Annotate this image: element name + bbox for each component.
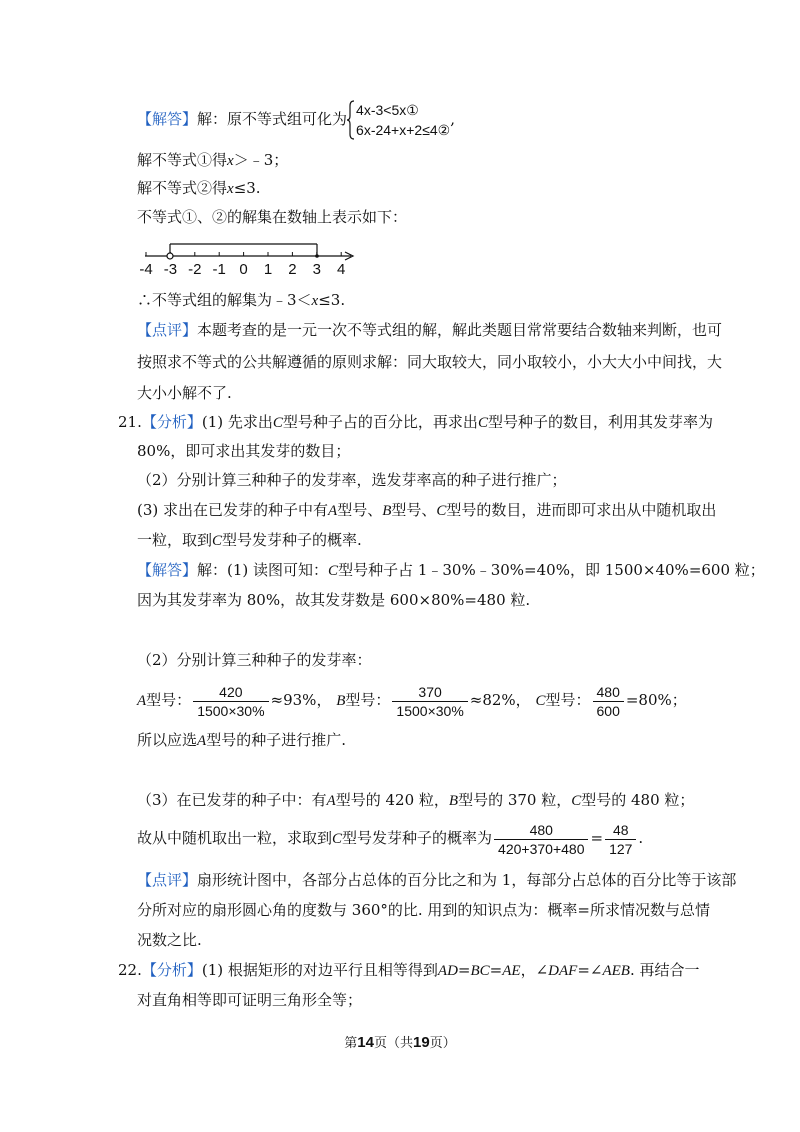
s20-dianping-2: 按照求不等式的公共解遵循的原则求解：同大取较大，同小取较小，小大大小中间找，大 (137, 353, 723, 371)
text: 型号的 480 粒； (581, 791, 695, 809)
text: ∴不等式组的解集为﹣3＜ (137, 291, 312, 309)
var: AE (502, 963, 521, 979)
var: AD (437, 963, 458, 979)
question-number: 21. (118, 413, 142, 431)
text: 型号的种子进行推广. (206, 731, 346, 749)
page-number: 14 (357, 1034, 374, 1051)
var: A (197, 733, 207, 749)
footer-text: 页） (429, 1036, 456, 1051)
denominator: 1500×30% (396, 702, 464, 719)
text: 解不等式②得 (137, 179, 228, 197)
text: =∠ (577, 961, 603, 979)
var: C (272, 415, 283, 431)
jieda-text: 解：原不等式组可化为 (197, 110, 348, 128)
denominator: 600 (596, 702, 620, 719)
system-row-2: 6x-24+x+2≤4② (356, 122, 451, 138)
text: ≈93%， (270, 691, 332, 709)
brace-icon (347, 100, 355, 140)
s21-part2-end (137, 730, 346, 751)
var-x: x (311, 293, 319, 309)
footer-text: 第 (344, 1036, 358, 1051)
var: A (328, 503, 338, 519)
text: 型号： (146, 691, 192, 709)
text: 型号种子占的百分比，再求出 (282, 413, 478, 431)
axis-tick-label: 1 (263, 261, 273, 278)
var: C (436, 503, 447, 519)
var: A (137, 693, 147, 709)
denominator: 420+370+480 (498, 840, 585, 857)
text: = (489, 961, 503, 979)
text: ＞﹣3； (233, 151, 289, 169)
fenxi-tag: 【分析】 (141, 413, 202, 431)
var: B (448, 793, 459, 809)
s21-dianping-1 (137, 870, 736, 890)
closed-dot-icon (315, 254, 319, 258)
s22-fenxi-1 (118, 960, 700, 981)
text: = (457, 961, 471, 979)
system-comma: , (450, 110, 455, 128)
text: 型号的 370 粒， (458, 791, 572, 809)
s22-fenxi-2: 对直角相等即可证明三角形全等； (137, 991, 363, 1009)
var: A (326, 793, 336, 809)
axis-tick-label: 2 (288, 261, 297, 278)
jieda-tag: 【解答】 (137, 561, 198, 579)
axis-tick-label: 4 (337, 261, 346, 278)
s21-fenxi-3: （2）分别计算三种种子的发芽率，选发芽率高的种子进行推广； (137, 471, 567, 489)
s20-dianping-1 (137, 320, 722, 340)
fraction-b (392, 683, 467, 720)
text: 所以应选 (137, 731, 198, 749)
s21-part3-2 (137, 817, 643, 859)
var: AEB (602, 963, 630, 979)
axis-tick-label: -2 (188, 261, 202, 278)
var-x: x (227, 181, 234, 197)
var-x: x (227, 153, 234, 169)
text: 型号种子的数目，利用其发芽率为 (487, 413, 713, 431)
text: 型号发芽种子的概率为 (342, 829, 493, 847)
text: . 再结合一 (629, 961, 700, 979)
s21-part3-1 (137, 790, 694, 811)
text: 型号： (545, 691, 591, 709)
text: (3) 求出在已发芽的种子中有 (137, 501, 329, 519)
system-row-1: 4x-3<5x① (356, 102, 419, 118)
s21-part2-head: （2）分别计算三种种子的发芽率： (137, 651, 372, 669)
s20-line-1 (137, 150, 288, 171)
text: 型号： (345, 691, 391, 709)
var: C (328, 563, 339, 579)
page-total: 19 (413, 1034, 430, 1051)
text: ，∠ (520, 961, 549, 979)
page-footer (0, 1033, 800, 1054)
s20-line-3: 不等式①、②的解集在数轴上表示如下： (137, 208, 408, 226)
var: C (477, 415, 488, 431)
var: C (212, 533, 223, 549)
question-number: 22. (118, 961, 142, 979)
dianping-tag: 【点评】 (137, 871, 198, 889)
text: 型号、 (337, 501, 383, 519)
text: 一粒，取到 (137, 531, 213, 549)
text: （3）在已发芽的种子中：有 (137, 791, 327, 809)
text: 型号的数目，进而即可求出从中随机取出 (446, 501, 717, 519)
s20-solution (137, 290, 345, 311)
numerator: 480 (593, 683, 624, 702)
text: 故从中随机取出一粒，求取到 (137, 829, 333, 847)
text: ≤3. (318, 291, 346, 309)
dianping-tag: 【点评】 (137, 321, 198, 339)
number-line (135, 232, 365, 280)
text: (1) 根据矩形的对边平行且相等得到 (201, 961, 438, 979)
numerator: 480 (494, 821, 588, 840)
denominator: 127 (609, 840, 633, 857)
jieda-tag: 【解答】 (137, 110, 198, 128)
var: C (332, 831, 343, 847)
axis-tick-label: -1 (212, 261, 226, 278)
s21-rates (137, 680, 687, 720)
text: 解不等式①得 (137, 151, 228, 169)
numerator: 48 (605, 821, 636, 840)
text: . (638, 829, 644, 847)
text: 型号、 (391, 501, 437, 519)
text: 型号发芽种子的概率. (222, 531, 362, 549)
s21-fenxi-5 (137, 530, 362, 551)
fraction-c (593, 683, 624, 720)
s21-jieda-2: 因为其发芽率为 80%，故其发芽数是 600×80%=480 粒. (137, 591, 531, 609)
s21-dianping-3: 况数之比. (137, 931, 202, 949)
denominator: 1500×30% (197, 702, 265, 719)
axis-tick-label: 3 (312, 261, 321, 278)
fenxi-tag: 【分析】 (141, 961, 202, 979)
var: BC (470, 963, 490, 979)
text: 本题考查的是一元一次不等式组的解，解此类题目常常要结合数轴来判断，也可 (197, 321, 723, 339)
s21-fenxi-4 (137, 500, 716, 521)
axis-tick-label: -3 (163, 261, 178, 278)
text: = (590, 829, 604, 847)
var: DAF (548, 963, 578, 979)
fraction-a (193, 683, 268, 720)
text: (1) 先求出 (201, 413, 273, 431)
footer-text: 页（共 (373, 1036, 413, 1051)
s20-line-2 (137, 178, 261, 199)
text: ≈82%， (469, 691, 531, 709)
s21-fenxi-2: 80%，即可求出其发芽的数目； (137, 442, 351, 460)
text: 型号种子占 1﹣30%﹣30%=40%，即 1500×40%=600 粒； (338, 561, 765, 579)
fraction-prob (494, 821, 588, 858)
s20-dianping-3: 大小小解不了. (137, 384, 232, 402)
var: B (382, 503, 392, 519)
open-circle-icon (167, 253, 173, 259)
axis-tick-label: 0 (239, 261, 248, 278)
numerator: 420 (193, 683, 268, 702)
text: ≤3. (233, 179, 261, 197)
s21-jieda-1 (137, 560, 765, 581)
axis-tick-label: -4 (139, 261, 153, 278)
inequality-system (347, 100, 450, 140)
fraction-result (605, 821, 636, 858)
var: C (571, 793, 582, 809)
var: C (535, 693, 546, 709)
s21-dianping-2: 分所对应的扇形圆心角的度数与 360°的比. 用到的知识点为：概率=所求情况数与总情 (137, 901, 711, 919)
var: B (336, 693, 346, 709)
numerator: 370 (392, 683, 467, 702)
s21-fenxi-1 (118, 412, 713, 433)
text: 扇形统计图中，各部分占总体的百分比之和为 1，每部分占总体的百分比等于该部 (197, 871, 737, 889)
s20-jieda-line (137, 95, 455, 143)
text: 解：(1) 读图可知： (197, 561, 329, 579)
text: =80%； (625, 691, 687, 709)
text: 型号的 420 粒， (335, 791, 449, 809)
